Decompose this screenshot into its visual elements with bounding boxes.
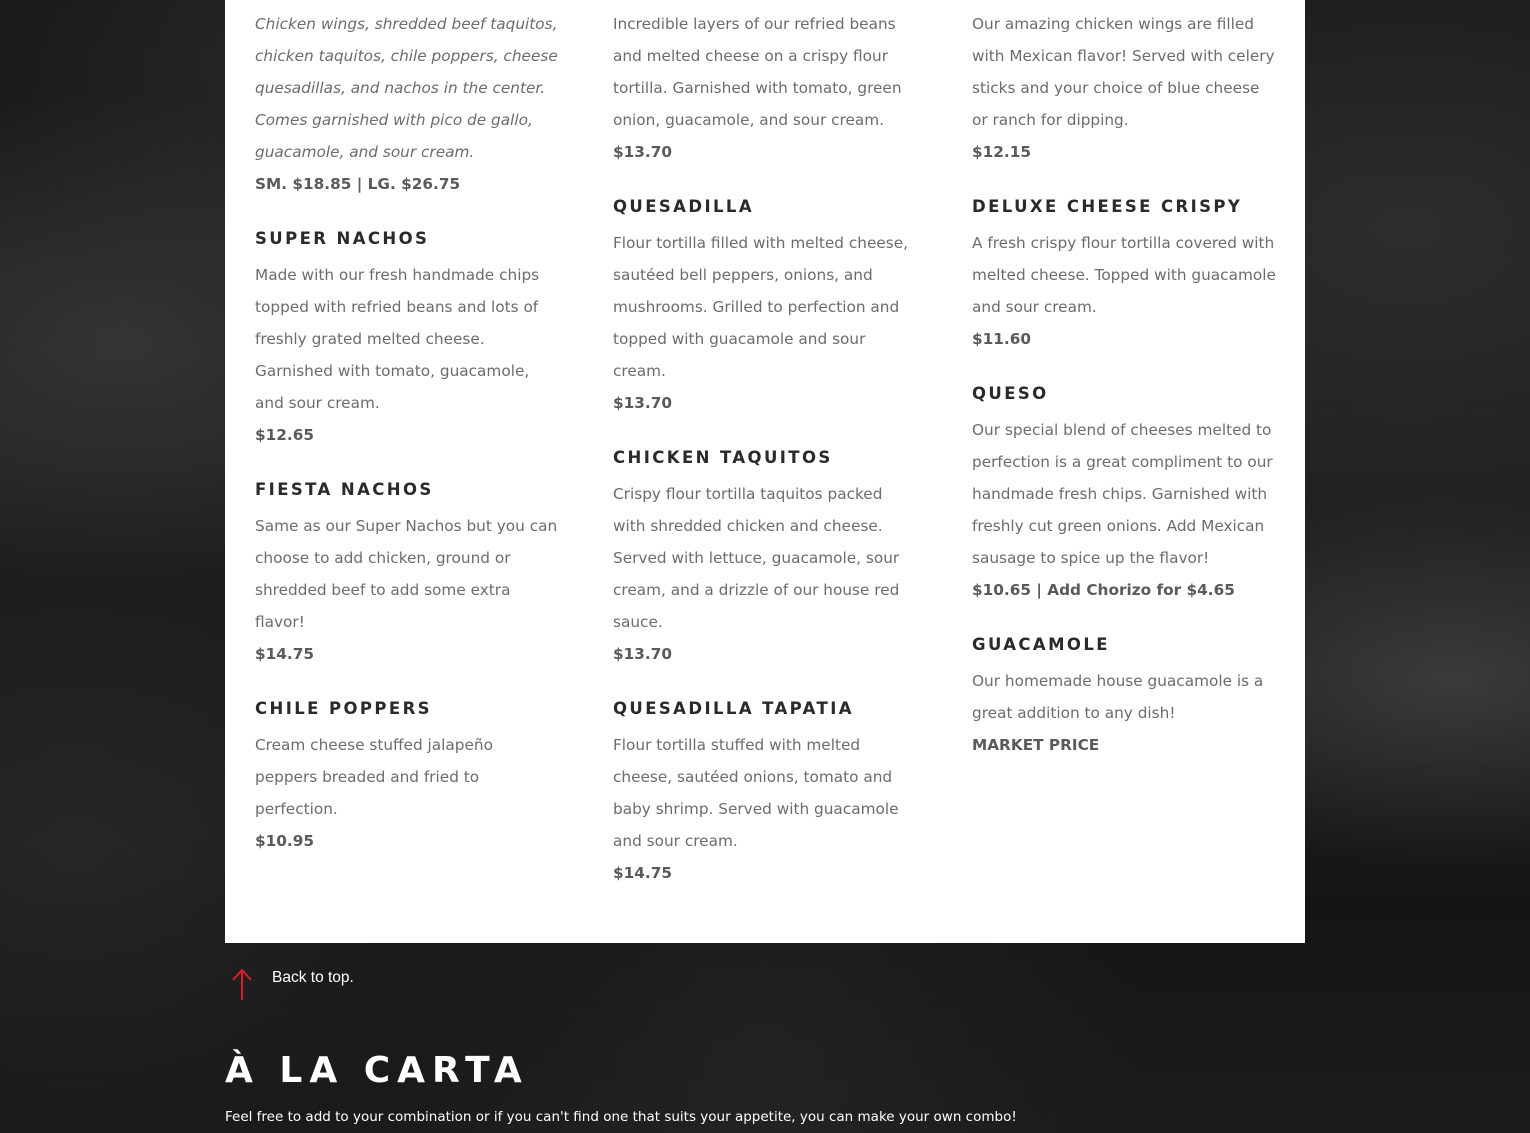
item-price: $10.65 | Add Chorizo for $4.65	[972, 581, 1235, 599]
item-price: SM. $18.85 | LG. $26.75	[255, 175, 461, 193]
arrow-up-icon	[228, 966, 256, 1002]
item-description: Our special blend of cheeses melted to perfection is a great compliment to our handmade fresh chips. Garnished with freshly cut green onions. Add Mexican sausage to spice up the flavor!	[972, 421, 1273, 567]
item-name: DELUXE CHEESE CRISPY	[972, 197, 1243, 216]
menu-item	[255, 226, 560, 451]
item-name: QUESADILLA TAPATIA	[613, 699, 854, 718]
menu-column-1	[255, 8, 560, 883]
section-title: À LA CARTA	[225, 1050, 529, 1091]
item-price: $14.75	[255, 645, 315, 663]
item-price: $13.70	[613, 394, 673, 412]
item-description: Chicken wings, shredded beef taquitos, chicken taquitos, chile poppers, cheese quesadillas, and nachos in the center. Comes garnished with pico de gallo, guacamole, and sour cream.	[255, 15, 558, 161]
back-to-top-link[interactable]	[228, 964, 354, 1004]
item-price: $12.15	[972, 143, 1032, 161]
item-description: Crispy flour tortilla taquitos packed with shredded chicken and cheese. Served with lettuce, guacamole, sour cream, and a drizzle of our house red sauce.	[613, 485, 900, 631]
menu-item	[972, 381, 1277, 606]
item-name: QUESADILLA	[613, 197, 754, 216]
menu-column-2	[613, 8, 918, 915]
menu-item	[255, 696, 560, 857]
item-name: CHICKEN TAQUITOS	[613, 448, 833, 467]
item-description: Incredible layers of our refried beans and melted cheese on a crispy flour tortilla. Garnished with tomato, green onion, guacamole, and sour cream.	[613, 15, 902, 129]
section-subtitle: Feel free to add to your combination or if you can't find one that suits your appetite, you can make your own combo!	[225, 1109, 1017, 1125]
menu-item	[255, 8, 560, 200]
item-price: $13.70	[613, 143, 673, 161]
menu-column-3	[972, 8, 1277, 787]
menu-item	[613, 445, 918, 670]
item-price: $13.70	[613, 645, 673, 663]
item-description: Our amazing chicken wings are filled with Mexican flavor! Served with celery sticks and your choice of blue cheese or ranch for dipping.	[972, 15, 1275, 129]
item-name: CHILE POPPERS	[255, 699, 432, 718]
item-price: MARKET PRICE	[972, 736, 1100, 754]
item-description: Made with our fresh handmade chips topped with refried beans and lots of freshly grated melted cheese. Garnished with tomato, guacamole, and sour cream.	[255, 266, 540, 412]
item-price: $11.60	[972, 330, 1032, 348]
item-price: $10.95	[255, 832, 315, 850]
item-description: A fresh crispy flour tortilla covered with melted cheese. Topped with guacamole and sour cream.	[972, 234, 1276, 316]
item-description: Flour tortilla filled with melted cheese, sautéed bell peppers, onions, and mushrooms. Grilled to perfection and topped with guacamole and sour cream.	[613, 234, 909, 380]
menu-item	[972, 632, 1277, 761]
back-to-top-label: Back to top.	[272, 969, 354, 986]
item-name: FIESTA NACHOS	[255, 480, 434, 499]
menu-item	[255, 477, 560, 670]
item-price: $14.75	[613, 864, 673, 882]
menu-item	[972, 8, 1277, 168]
menu-item	[613, 194, 918, 419]
appetizers-menu-card	[225, 0, 1305, 943]
item-description: Our homemade house guacamole is a great addition to any dish!	[972, 672, 1264, 722]
menu-item	[972, 194, 1277, 355]
menu-item	[613, 696, 918, 889]
item-price: $12.65	[255, 426, 315, 444]
menu-item	[613, 8, 918, 168]
item-name: QUESO	[972, 384, 1049, 403]
item-description: Cream cheese stuffed jalapeño peppers breaded and fried to perfection.	[255, 736, 493, 818]
item-description: Same as our Super Nachos but you can choose to add chicken, ground or shredded beef to add some extra flavor!	[255, 517, 558, 631]
item-name: SUPER NACHOS	[255, 229, 430, 248]
item-description: Flour tortilla stuffed with melted cheese, sautéed onions, tomato and baby shrimp. Served with guacamole and sour cream.	[613, 736, 899, 850]
item-name: GUACAMOLE	[972, 635, 1110, 654]
